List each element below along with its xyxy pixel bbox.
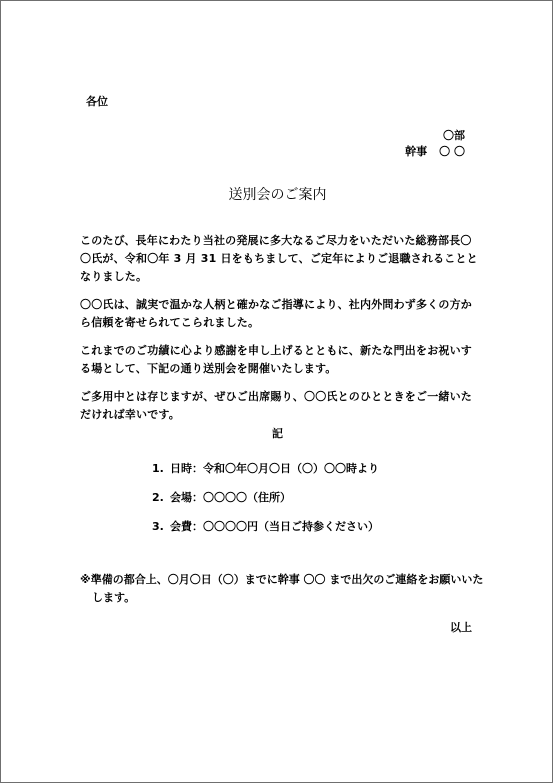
closing-mark: 以上 bbox=[450, 621, 472, 634]
item-text: 会費：〇〇〇〇円（当日ご持参ください） bbox=[170, 520, 379, 533]
rsvp-note: ※準備の都合上、〇月〇日（〇）までに幹事 〇〇 まで出欠のご連絡をお願いいたします。 bbox=[80, 573, 484, 604]
body-paragraph: 〇〇氏は、誠実で温かな人柄と確かなご指導により、社内外問わず多くの方から信頼を寄せられてこられました。 bbox=[80, 298, 472, 329]
item-number: 2. bbox=[152, 491, 164, 504]
ki-heading: 記 bbox=[272, 427, 283, 440]
body-paragraph: これまでのご功績に心より感謝を申し上げるとともに、新たな門出をお祝いする場として、下記の通り送別会を開催いたします。 bbox=[80, 344, 472, 375]
sender-role: 幹事 bbox=[405, 145, 428, 158]
item-number: 1. bbox=[152, 462, 164, 475]
sender-department: 〇部 bbox=[443, 129, 465, 142]
sender-name: 〇 〇 bbox=[439, 145, 465, 158]
item-number: 3. bbox=[152, 520, 164, 533]
list-item bbox=[152, 460, 379, 489]
sender-line bbox=[405, 143, 465, 161]
event-details-list bbox=[152, 460, 379, 547]
letter-body bbox=[80, 232, 480, 434]
document-title: 送別会のご案内 bbox=[228, 187, 327, 203]
body-paragraph: このたび、長年にわたり当社の発展に多大なるご尽力をいただいた総務部長〇〇氏が、令和〇年 3 月 31 日をもちまして、ご定年によりご退職されることとなりました。 bbox=[80, 234, 478, 283]
addressee: 各位 bbox=[86, 95, 108, 108]
item-text: 会場：〇〇〇〇（住所） bbox=[170, 491, 291, 504]
item-text: 日時：令和〇年〇月〇日（〇）〇〇時より bbox=[170, 462, 379, 475]
body-paragraph: ご多用中とは存じますが、ぜひご出席賜り、〇〇氏とのひとときをご一緒いただければ幸いです。 bbox=[80, 390, 472, 421]
list-item bbox=[152, 489, 379, 518]
list-item bbox=[152, 518, 379, 547]
